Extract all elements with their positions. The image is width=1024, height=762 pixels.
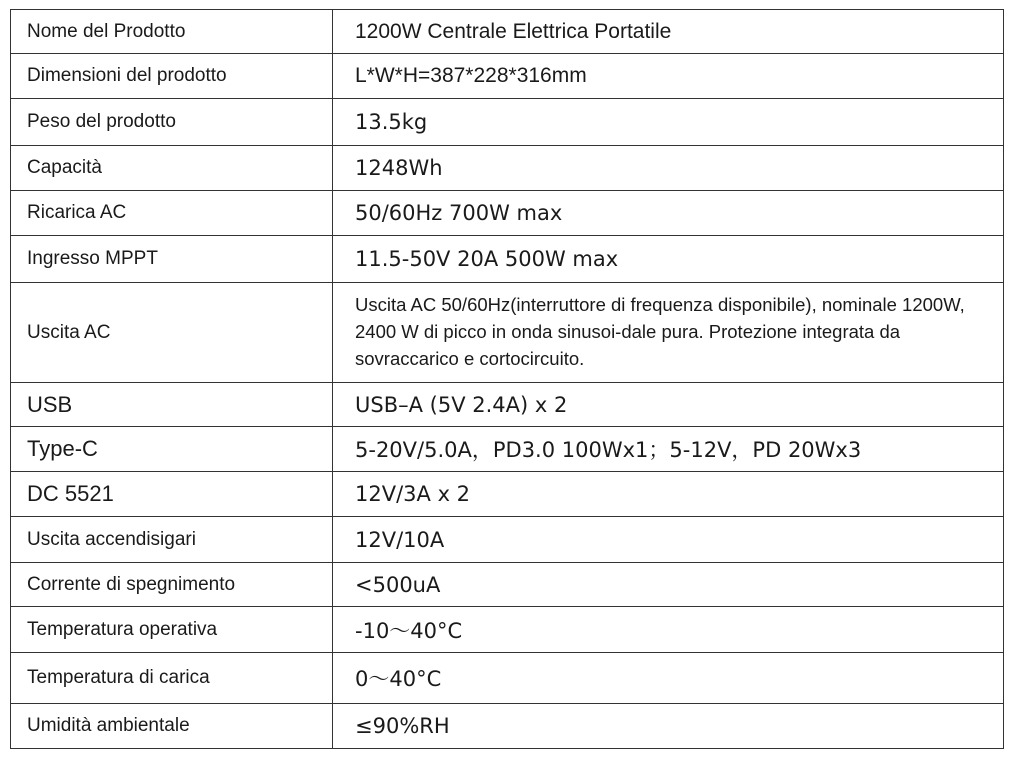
row-label: DC 5521 [11,472,333,517]
row-label: Type-C [11,427,333,472]
table-row [11,283,1004,383]
table-row [11,54,1004,99]
table-row [11,517,1004,563]
table-row [11,236,1004,283]
table-row [11,99,1004,146]
row-value: 12V/3A x 2 [333,472,1004,517]
row-label: Ingresso MPPT [11,236,333,283]
row-value: 5-20V/5.0A，PD3.0 100Wx1；5-12V，PD 20Wx3 [333,427,1004,472]
spec-table [10,9,1004,749]
row-label: Uscita accendisigari [11,517,333,563]
row-value: 50/60Hz 700W max [333,191,1004,236]
row-label: Umidità ambientale [11,704,333,749]
row-value: USB–A (5V 2.4A) x 2 [333,383,1004,427]
table-row [11,383,1004,427]
table-row [11,146,1004,191]
row-label: Dimensioni del prodotto [11,54,333,99]
row-label: Peso del prodotto [11,99,333,146]
row-value: Uscita AC 50/60Hz(interruttore di frequenza disponibile), nominale 1200W, 2400 W di picco in onda sinusoi-dale pura. Protezione integrata da sovraccarico e cortocircuito. [333,283,1004,383]
row-label: Nome del Prodotto [11,10,333,54]
table-row [11,10,1004,54]
row-value: <500uA [333,563,1004,607]
row-value: 0～40°C [333,653,1004,704]
table-row [11,472,1004,517]
row-value: 1200W Centrale Elettrica Portatile [333,10,1004,54]
row-value: 1248Wh [333,146,1004,191]
table-row [11,427,1004,472]
row-label: Temperatura operativa [11,607,333,653]
row-label: Uscita AC [11,283,333,383]
row-value: 11.5-50V 20A 500W max [333,236,1004,283]
table-row [11,563,1004,607]
row-value: 12V/10A [333,517,1004,563]
table-row [11,653,1004,704]
table-row [11,704,1004,749]
row-label: Temperatura di carica [11,653,333,704]
row-value: -10～40°C [333,607,1004,653]
row-label: USB [11,383,333,427]
row-label: Capacità [11,146,333,191]
table-row [11,191,1004,236]
row-value: 13.5kg [333,99,1004,146]
row-value: L*W*H=387*228*316mm [333,54,1004,99]
table-row [11,607,1004,653]
row-label: Corrente di spegnimento [11,563,333,607]
row-value: ≤90%RH [333,704,1004,749]
row-label: Ricarica AC [11,191,333,236]
